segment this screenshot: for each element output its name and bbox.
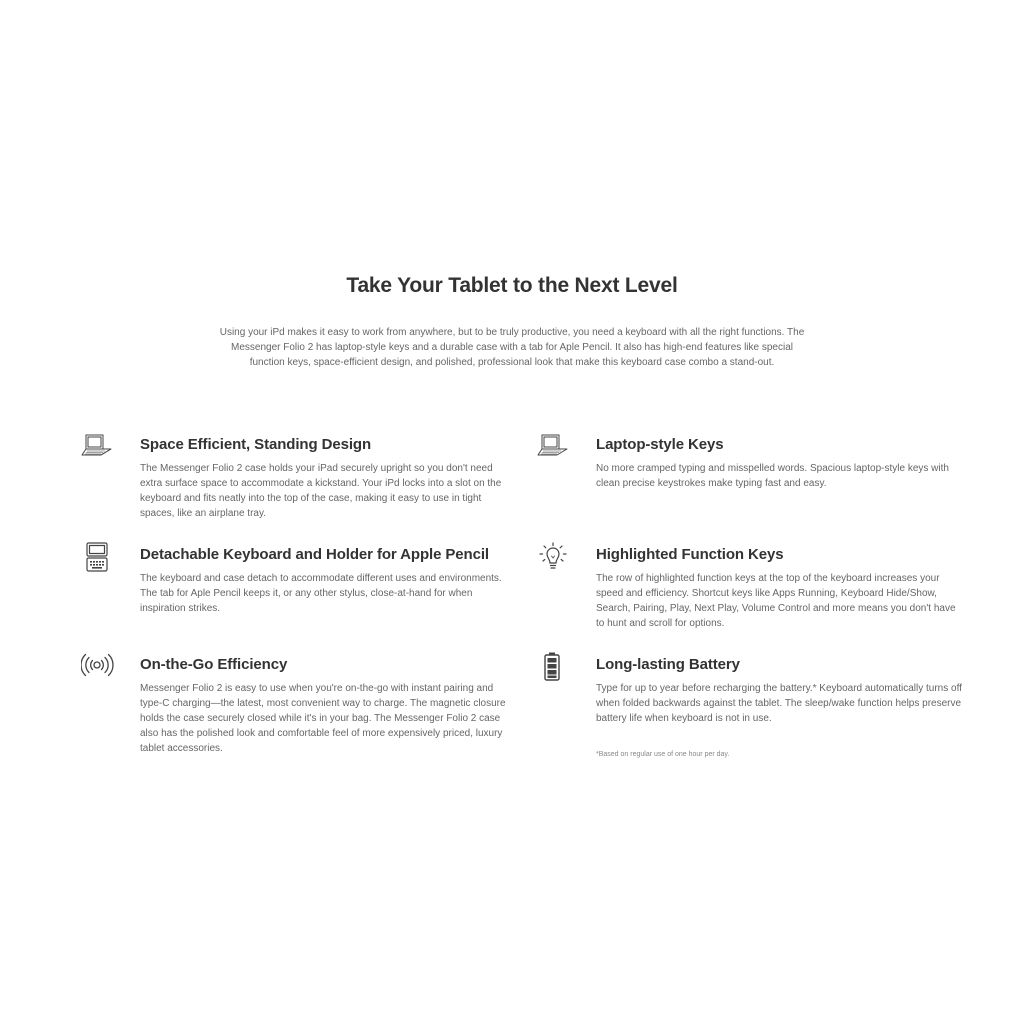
battery-icon xyxy=(537,652,571,682)
feature-description: The Messenger Folio 2 case holds your iPad securely upright so you don't need extra surface space to accommodate a kickstand. Your iPd locks into a slot on the keyboard and fits neatly into the top of the case, making it easy to use in tight spaces, like an airplane tray. xyxy=(140,463,502,519)
feature-title: Space Efficient, Standing Design xyxy=(140,436,372,453)
feature-title: Laptop-style Keys xyxy=(596,436,724,453)
lightbulb-icon xyxy=(537,542,571,572)
wireless-icon xyxy=(81,652,115,682)
tablet-keyboard-icon xyxy=(81,542,115,572)
battery-footnote: *Based on regular use of one hour per day. xyxy=(596,751,730,758)
feature-description: No more cramped typing and misspelled words. Spacious laptop-style keys with clean precise keystrokes make typing fast and easy. xyxy=(596,463,949,489)
feature-description: The keyboard and case detach to accommodate different uses and environments. The tab for Aple Pencil keeps it, or any other stylus, close-at-hand for when inspiration strikes. xyxy=(140,573,502,614)
feature-title: Long-lasting Battery xyxy=(596,656,740,673)
intro-paragraph: Using your iPd makes it easy to work from anywhere, but to be truly productive, you need a keyboard with all the right functions. The Messenger Folio 2 has laptop-style keys and a durable case with a tab for Aple Pencil. It also has high-end features like special function keys, space-efficient design, and polished, professional look that make this keyboard case combo a stand-out. xyxy=(219,327,805,368)
laptop-icon xyxy=(81,432,115,462)
feature-description: Type for up to year before recharging the battery.* Keyboard automatically turns off when folded backwards against the tablet. The sleep/wake function helps preserve battery life when keyboard is not in use. xyxy=(596,683,962,724)
feature-title: Detachable Keyboard and Holder for Apple Pencil xyxy=(140,546,489,563)
feature-description: Messenger Folio 2 is easy to use when you're on-the-go with instant pairing and type-C charging—the latest, most convenient way to charge. The magnetic closure holds the case securely closed while it's in your bag. The Messenger Folio 2 case also has the polished look and comfortable feel of more expensively priced, luxury tablet accessories. xyxy=(140,683,506,754)
page-title: Take Your Tablet to the Next Level xyxy=(346,274,678,297)
feature-description: The row of highlighted function keys at the top of the keyboard increases your speed and efficiency. Shortcut keys like Apps Running, Keyboard Hide/Show, Search, Pairing, Play, Next Play, Volume Control and more means you don't have to hunt and scroll for options. xyxy=(596,573,956,629)
laptop-icon xyxy=(537,432,571,462)
feature-title: On-the-Go Efficiency xyxy=(140,656,288,673)
feature-title: Highlighted Function Keys xyxy=(596,546,784,563)
